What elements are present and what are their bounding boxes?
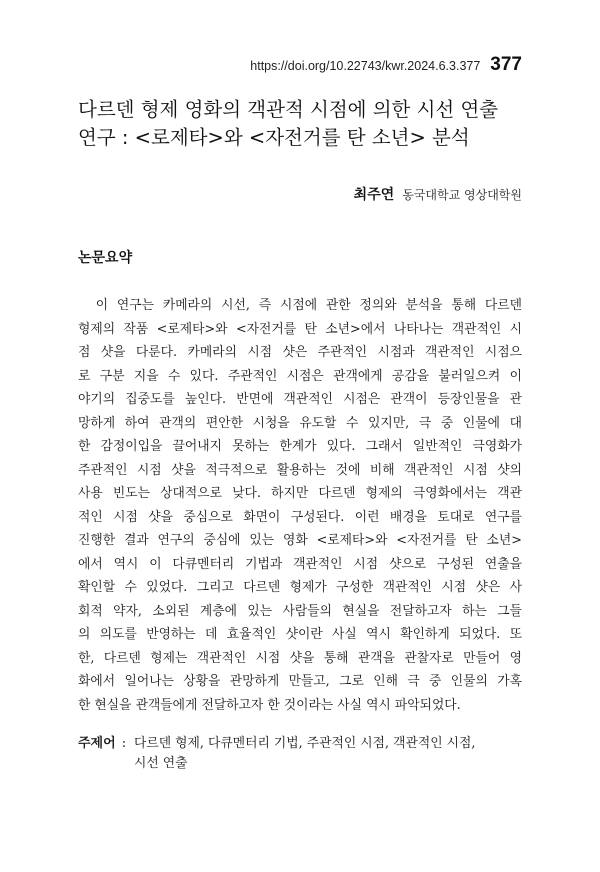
page-number: 377 (490, 54, 522, 75)
abstract-line: 한, 다르덴 형제는 객관적인 시점 샷을 통해 관객을 관찰자로 만들어 영 (78, 650, 522, 666)
abstract-line: 에서 역시 이 다큐멘터리 기법과 객관적인 시점 샷으로 구성된 연출을 (78, 556, 522, 572)
abstract-line: 점 샷을 다룬다. 카메라의 시점 샷은 주관적인 시점과 객관적인 시점으 (78, 345, 522, 360)
abstract-line: 확인할 수 있었다. 그리고 다르덴 형제가 구성한 객관적인 시점 샷은 사 (78, 580, 522, 595)
abstract-line: 한 현실을 관객들에게 전달하고자 한 것이라는 사실 역시 파악되었다. (78, 697, 461, 713)
keywords-block (78, 734, 528, 774)
keywords-line: 시선 연출 (134, 756, 188, 771)
abstract-line: 적인 시점 샷을 중심으로 화면이 구성된다. 이런 배경을 토대로 연구를 (78, 509, 522, 525)
abstract-line: 형제의 작품 <로제타>와 <자전거를 탄 소년>에서 나타나는 객관적인 시 (78, 321, 522, 337)
author-affiliation: 동국대학교 영상대학원 (402, 188, 522, 202)
title-line: 연구 : <로제타>와 <자전거를 탄 소년> 분석 (78, 126, 470, 149)
abstract-line: 의 의도를 반영하는 데 효율적인 샷이란 사실 역시 확인하게 되었다. 또 (78, 627, 522, 642)
keywords-colon: : (121, 736, 126, 751)
author-name: 최주연 (353, 187, 395, 203)
abstract-line: 망하게 하여 관객의 편안한 시청을 유도할 수 있지만, 극 중 인물에 대 (78, 415, 522, 431)
abstract-line: 주관적인 시점 샷을 적극적으로 활용하는 것에 비해 객관적인 시점 샷의 (78, 462, 522, 478)
abstract-heading: 논문요약 (78, 250, 133, 266)
page-header (250, 54, 522, 76)
abstract-line: 진행한 결과 연구의 중심에 있는 영화 <로제타>와 <자전거를 탄 소년> (78, 533, 522, 548)
abstract-line: 화에서 일어나는 상황을 관망하게 만들고, 그로 인해 극 중 인물의 가혹 (78, 674, 522, 689)
paper-title (78, 96, 528, 152)
abstract-line: 이 연구는 카메라의 시선, 즉 시점에 관한 정의와 분석을 통해 다르덴 (78, 298, 522, 313)
abstract-line: 로 구분 지을 수 있다. 주관적인 시점은 관객에게 공감을 불러일으켜 이 (78, 368, 522, 384)
keywords-line: 다르덴 형제, 다큐멘터리 기법, 주관적인 시점, 객관적인 시점, (134, 736, 476, 751)
title-line: 다르덴 형제 영화의 객관적 시점에 의한 시선 연출 (78, 98, 499, 121)
abstract-line: 한 감정이입을 끌어내지 못하는 한계가 있다. 그래서 일반적인 극영화가 (78, 439, 522, 454)
abstract-body (78, 294, 522, 717)
keywords-list (134, 734, 475, 774)
abstract-line: 회적 약자, 소외된 계층에 있는 사람들의 현실을 전달하고자 하는 그들 (78, 603, 522, 619)
doi-link[interactable]: https://doi.org/10.22743/kwr.2024.6.3.377 (250, 59, 481, 73)
abstract-line: 야기의 집중도를 높인다. 반면에 객관적인 시점은 관객이 등장인물을 관 (78, 392, 522, 407)
author-block (354, 184, 522, 204)
keywords-label: 주제어 (78, 736, 116, 751)
abstract-line: 사용 빈도는 상대적으로 낮다. 하지만 다르덴 형제의 극영화에서는 객관 (78, 486, 522, 501)
